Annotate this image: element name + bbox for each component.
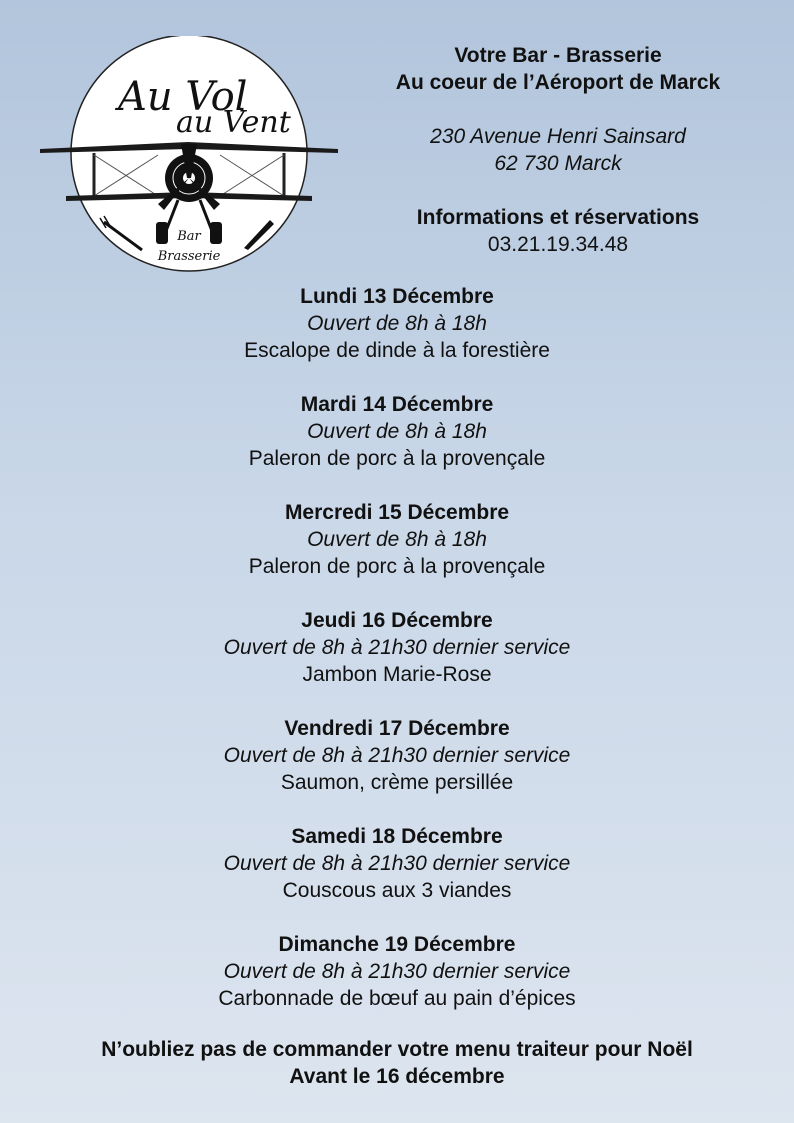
phone-number: 03.21.19.34.48 bbox=[487, 233, 629, 256]
day-hours: Ouvert de 8h à 18h bbox=[307, 312, 487, 335]
day-date: Vendredi 17 Décembre bbox=[284, 717, 510, 740]
day-hours: Ouvert de 8h à 21h30 dernier service bbox=[223, 744, 571, 767]
day-date: Mardi 14 Décembre bbox=[300, 393, 494, 416]
logo-badge-line2: Brasserie bbox=[157, 249, 221, 264]
day-dish: Jambon Marie-Rose bbox=[302, 663, 492, 686]
day-date: Samedi 18 Décembre bbox=[291, 825, 503, 848]
day-dish: Escalope de dinde à la forestière bbox=[244, 339, 550, 362]
menu-day-thursday bbox=[0, 607, 794, 688]
header-title: Votre Bar - Brasserie bbox=[454, 44, 662, 67]
address-line2: 62 730 Marck bbox=[494, 152, 622, 175]
menu-day-monday bbox=[0, 283, 794, 364]
day-hours: Ouvert de 8h à 21h30 dernier service bbox=[223, 960, 571, 983]
day-date: Dimanche 19 Décembre bbox=[278, 933, 516, 956]
logo-script-line2: au Vent bbox=[176, 105, 291, 140]
day-hours: Ouvert de 8h à 18h bbox=[307, 528, 487, 551]
address-line1: 230 Avenue Henri Sainsard bbox=[430, 125, 686, 148]
footer-line1: N’oubliez pas de commander votre menu traiteur pour Noël bbox=[101, 1038, 693, 1061]
day-dish: Couscous aux 3 viandes bbox=[282, 879, 512, 902]
day-dish: Saumon, crème persillée bbox=[280, 771, 514, 794]
menu-day-wednesday bbox=[0, 499, 794, 580]
day-date: Mercredi 15 Décembre bbox=[284, 501, 510, 524]
info-heading: Informations et réservations bbox=[416, 206, 700, 229]
logo-script-line1: Au Vol bbox=[118, 74, 248, 120]
day-dish: Paleron de porc à la provençale bbox=[248, 555, 546, 578]
brasserie-logo bbox=[38, 36, 340, 276]
weekly-menu bbox=[0, 283, 794, 1039]
day-date: Lundi 13 Décembre bbox=[300, 285, 494, 308]
footer-notice bbox=[0, 1036, 794, 1090]
day-hours: Ouvert de 8h à 21h30 dernier service bbox=[223, 852, 571, 875]
menu-day-friday bbox=[0, 715, 794, 796]
day-hours: Ouvert de 8h à 18h bbox=[307, 420, 487, 443]
day-dish: Paleron de porc à la provençale bbox=[248, 447, 546, 470]
day-dish: Carbonnade de bœuf au pain d’épices bbox=[218, 987, 576, 1010]
menu-day-saturday bbox=[0, 823, 794, 904]
footer-line2: Avant le 16 décembre bbox=[289, 1065, 505, 1088]
day-date: Jeudi 16 Décembre bbox=[301, 609, 493, 632]
header-block bbox=[358, 42, 758, 258]
menu-day-tuesday bbox=[0, 391, 794, 472]
menu-day-sunday bbox=[0, 931, 794, 1012]
day-hours: Ouvert de 8h à 21h30 dernier service bbox=[223, 636, 571, 659]
logo-badge-line1: Bar bbox=[177, 229, 201, 244]
header-subtitle: Au coeur de l’Aéroport de Marck bbox=[395, 71, 721, 94]
